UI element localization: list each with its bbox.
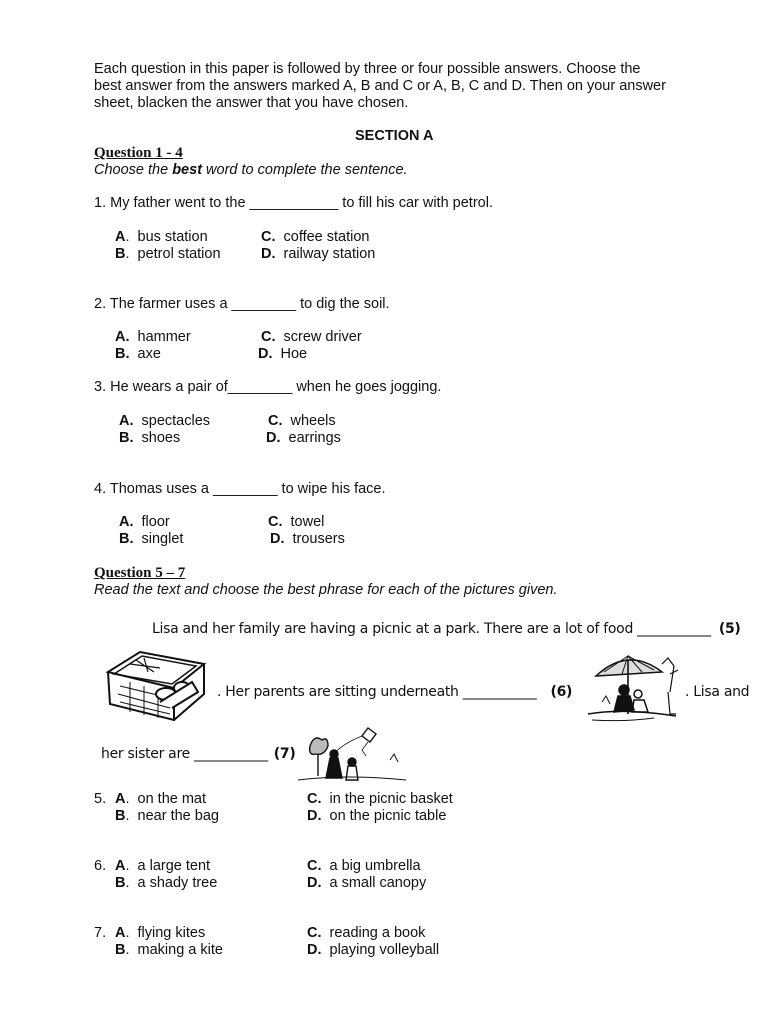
question-5-number: 5.	[94, 791, 107, 807]
option-text: Hoe	[280, 346, 308, 362]
section-title: SECTION A	[355, 128, 434, 144]
passage-line-2	[217, 684, 572, 700]
instruction-line-2: best answer from the answers marked A, B and C or A, B, C and D. Then on your answer	[94, 78, 666, 94]
option-sep: .	[125, 875, 130, 891]
option-letter: C.	[268, 413, 283, 429]
option-text: on the picnic table	[329, 808, 447, 824]
option-letter: D.	[261, 246, 276, 262]
option-text: a big umbrella	[329, 858, 421, 874]
option-letter: B.	[119, 531, 134, 547]
option-letter: B.	[115, 346, 130, 362]
instr-text: Choose the	[94, 162, 173, 178]
passage-line-1	[152, 621, 741, 637]
instr-best: best	[172, 162, 203, 178]
option-4d[interactable]	[270, 531, 345, 548]
option-sep: .	[125, 808, 130, 824]
option-letter: A	[115, 791, 126, 807]
option-text: towel	[290, 514, 325, 530]
question-group-1-heading: Question 1 - 4	[94, 145, 183, 161]
option-7d[interactable]	[307, 942, 439, 959]
option-letter: B	[115, 246, 126, 262]
option-5b[interactable]	[115, 808, 219, 825]
passage-text-2: . Her parents are sitting underneath ___________	[217, 684, 537, 700]
option-text: flying kites	[137, 925, 206, 941]
option-letter: B	[115, 942, 126, 958]
option-sep: .	[125, 858, 130, 874]
option-6a[interactable]	[115, 858, 210, 875]
option-5c[interactable]	[307, 791, 453, 808]
option-text: in the picnic basket	[329, 791, 453, 807]
option-letter: A.	[119, 413, 134, 429]
picnic-basket-picture	[100, 642, 212, 726]
option-letter: C.	[268, 514, 283, 530]
option-text: on the mat	[137, 791, 207, 807]
option-3b[interactable]	[119, 430, 180, 447]
option-5a[interactable]	[115, 791, 206, 808]
instruction-line-1: Each question in this paper is followed by three or four possible answers. Choose the	[94, 61, 641, 77]
option-text: making a kite	[137, 942, 223, 958]
option-text: coffee station	[283, 229, 370, 245]
option-6b[interactable]	[115, 875, 217, 892]
option-text: petrol station	[137, 246, 221, 262]
option-3a[interactable]	[119, 413, 210, 430]
passage-text-3: her sister are ___________	[101, 746, 268, 762]
passage-text-1: Lisa and her family are having a picnic at a park. There are a lot of food ___________	[152, 621, 711, 637]
option-letter: B.	[119, 430, 134, 446]
option-text: a large tent	[137, 858, 211, 874]
option-text: trousers	[292, 531, 345, 547]
blank-number-6: (6)	[550, 684, 573, 700]
option-text: bus station	[137, 229, 208, 245]
option-3c[interactable]	[268, 413, 336, 430]
option-sep: .	[125, 791, 130, 807]
option-letter: D.	[270, 531, 285, 547]
option-letter: B	[115, 875, 126, 891]
option-3d[interactable]	[266, 430, 341, 447]
option-6d[interactable]	[307, 875, 426, 892]
option-letter: C.	[307, 791, 322, 807]
option-sep: .	[125, 229, 130, 245]
option-7c[interactable]	[307, 925, 425, 942]
option-text: axe	[137, 346, 161, 362]
option-text: a small canopy	[329, 875, 427, 891]
option-letter: A	[115, 229, 126, 245]
option-6c[interactable]	[307, 858, 421, 875]
question-group-2-instruction: Read the text and choose the best phrase for each of the pictures given.	[94, 582, 558, 598]
option-text: floor	[141, 514, 170, 530]
option-text: reading a book	[329, 925, 426, 941]
option-4a[interactable]	[119, 514, 170, 531]
option-letter: D.	[258, 346, 273, 362]
option-4b[interactable]	[119, 531, 183, 548]
question-3-stem: 3. He wears a pair of________ when he goes jogging.	[94, 379, 442, 395]
question-1-stem: 1. My father went to the ___________ to fill his car with petrol.	[94, 195, 493, 211]
option-text: singlet	[141, 531, 184, 547]
option-sep: .	[125, 942, 130, 958]
question-group-2-heading: Question 5 – 7	[94, 565, 186, 581]
option-letter: D.	[307, 808, 322, 824]
umbrella-picnic-picture	[584, 652, 684, 728]
option-letter: D.	[307, 942, 322, 958]
question-2-stem: 2. The farmer uses a ________ to dig the soil.	[94, 296, 390, 312]
passage-line-3	[101, 746, 295, 762]
kite-flying-picture	[298, 726, 408, 786]
option-1b[interactable]	[115, 246, 221, 263]
option-2b[interactable]	[115, 346, 161, 363]
option-letter: D.	[307, 875, 322, 891]
option-letter: C.	[307, 858, 322, 874]
option-4c[interactable]	[268, 514, 324, 531]
option-text: spectacles	[141, 413, 211, 429]
option-text: near the bag	[137, 808, 219, 824]
option-sep: .	[125, 925, 130, 941]
option-letter: B	[115, 808, 126, 824]
option-text: earrings	[288, 430, 341, 446]
passage-line-2-end: . Lisa and	[685, 684, 750, 700]
option-2c[interactable]	[261, 329, 362, 346]
blank-number-7: (7)	[273, 746, 296, 762]
option-text: hammer	[137, 329, 191, 345]
option-text: a shady tree	[137, 875, 218, 891]
option-1c[interactable]	[261, 229, 370, 246]
question-7-number: 7.	[94, 925, 107, 941]
option-text: playing volleyball	[329, 942, 440, 958]
option-1a[interactable]	[115, 229, 208, 246]
blank-number-5: (5)	[718, 621, 741, 637]
option-letter: A.	[119, 514, 134, 530]
option-7a[interactable]	[115, 925, 205, 942]
option-letter: D.	[266, 430, 281, 446]
option-2a[interactable]	[115, 329, 191, 346]
option-letter: A	[115, 858, 126, 874]
instruction-line-3: sheet, blacken the answer that you have chosen.	[94, 95, 409, 111]
option-text: wheels	[290, 413, 336, 429]
option-letter: C.	[261, 329, 276, 345]
instr-text-end: word to complete the sentence.	[202, 162, 408, 178]
option-letter: C.	[307, 925, 322, 941]
option-text: railway station	[283, 246, 376, 262]
option-letter: A	[115, 925, 126, 941]
option-text: screw driver	[283, 329, 362, 345]
option-2d[interactable]	[258, 346, 307, 363]
question-4-stem: 4. Thomas uses a ________ to wipe his face.	[94, 481, 386, 497]
option-letter: A.	[115, 329, 130, 345]
option-letter: C.	[261, 229, 276, 245]
option-5d[interactable]	[307, 808, 446, 825]
option-1d[interactable]	[261, 246, 375, 263]
option-sep: .	[125, 246, 130, 262]
option-7b[interactable]	[115, 942, 223, 959]
question-group-1-instruction	[94, 162, 408, 179]
question-6-number: 6.	[94, 858, 107, 874]
option-text: shoes	[141, 430, 181, 446]
